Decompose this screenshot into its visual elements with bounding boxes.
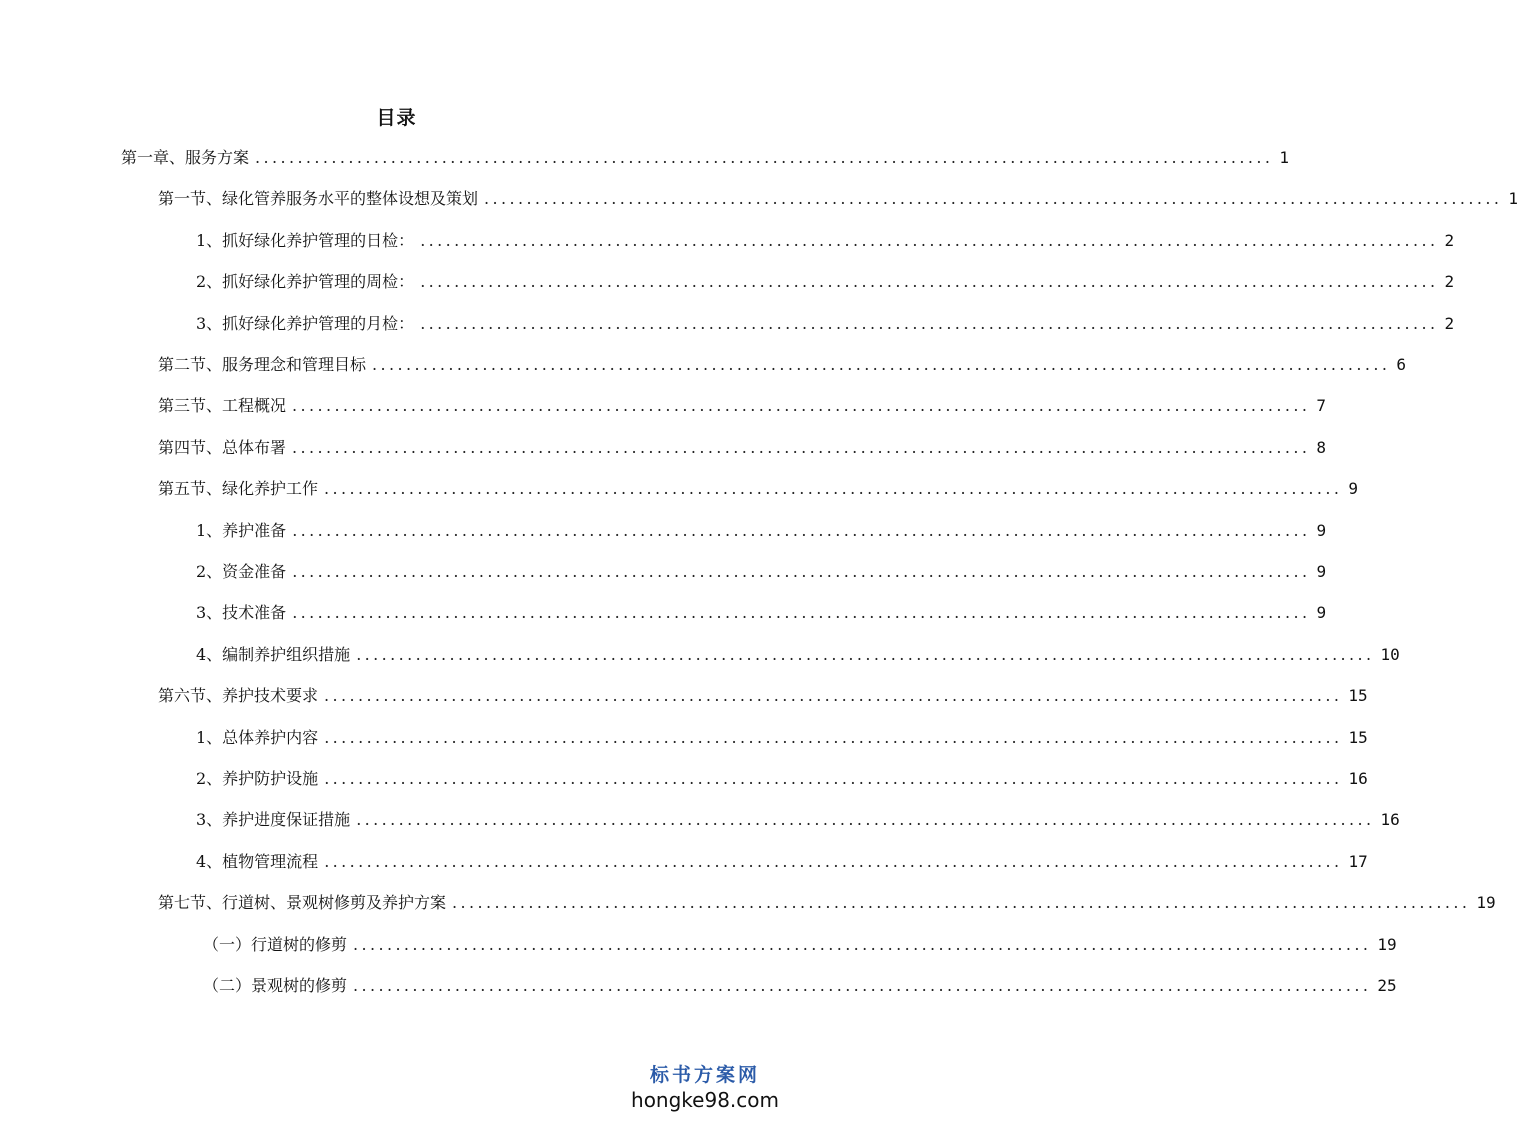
toc-leader-dots: ........................................................................................................................ <box>452 893 1471 912</box>
toc-entry-label: 第一章、服务方案 <box>121 148 250 167</box>
toc-leader-dots: ........................................................................................................................ <box>420 272 1439 291</box>
toc-entry[interactable] <box>196 313 1455 335</box>
toc-leader-dots: ........................................................................................................................ <box>356 810 1375 829</box>
toc-entry-label: 2、养护防护设施 <box>196 769 319 788</box>
toc-leader-dots: ........................................................................................................................ <box>484 189 1503 208</box>
toc-entry[interactable] <box>196 561 1327 583</box>
toc-leader-dots: ........................................................................................................................ <box>372 355 1391 374</box>
toc-entry[interactable] <box>196 768 1368 790</box>
toc-entry-page: 9 <box>1316 603 1327 622</box>
toc-entry-label: 第六节、养护技术要求 <box>158 686 319 705</box>
toc-entry-page: 15 <box>1348 686 1368 705</box>
toc-entry-page: 9 <box>1316 521 1327 540</box>
toc-leader-dots: ........................................................................................................................ <box>324 728 1343 747</box>
toc-entry-page: 2 <box>1444 272 1455 291</box>
toc-entry-label: 1、养护准备 <box>196 521 287 540</box>
watermark-url: hongke98.com <box>631 1088 779 1112</box>
toc-entry[interactable] <box>158 685 1368 707</box>
watermark-logo <box>631 1060 779 1112</box>
toc-entry-page: 17 <box>1348 852 1368 871</box>
toc-leader-dots: ........................................................................................................................ <box>324 852 1343 871</box>
toc-leader-dots: ........................................................................................................................ <box>292 603 1311 622</box>
toc-entry-label: （二）景观树的修剪 <box>203 976 348 995</box>
toc-entry[interactable] <box>203 975 1397 997</box>
toc-entry[interactable] <box>196 727 1368 749</box>
toc-entry-page: 10 <box>1380 645 1400 664</box>
toc-entry-label: （一）行道树的修剪 <box>203 935 348 954</box>
toc-entry-page: 19 <box>1377 935 1397 954</box>
toc-leader-dots: ........................................................................................................................ <box>292 438 1311 457</box>
toc-entry[interactable] <box>196 271 1455 293</box>
toc-entry-page: 6 <box>1396 355 1406 374</box>
toc-entry-page: 2 <box>1444 314 1455 333</box>
toc-entry[interactable] <box>196 602 1327 624</box>
toc-entry[interactable] <box>158 188 1518 210</box>
toc-entry-page: 7 <box>1316 396 1326 415</box>
toc-leader-dots: ........................................................................................................................ <box>420 231 1439 250</box>
toc-entry-label: 第四节、总体布署 <box>158 438 287 457</box>
toc-entry[interactable] <box>203 934 1397 956</box>
toc-entry-page: 15 <box>1348 728 1368 747</box>
toc-entry[interactable] <box>158 892 1496 914</box>
toc-entry-page: 9 <box>1316 562 1327 581</box>
toc-leader-dots: ........................................................................................................................ <box>324 686 1343 705</box>
toc-entry[interactable] <box>196 851 1368 873</box>
watermark-name: 标书方案网 <box>650 1064 761 1086</box>
toc-entry-label: 4、植物管理流程 <box>196 852 319 871</box>
toc-entry-page: 1 <box>1508 189 1518 208</box>
toc-entry[interactable] <box>196 644 1400 666</box>
toc-entry-label: 4、编制养护组织措施 <box>196 645 351 664</box>
toc-entry[interactable] <box>158 437 1326 459</box>
toc-entry-label: 1、抓好绿化养护管理的日检： <box>196 231 415 250</box>
toc-entry-page: 25 <box>1377 976 1397 995</box>
page-title: 目录 <box>376 107 417 129</box>
toc-leader-dots: ........................................................................................................................ <box>420 314 1439 333</box>
toc-entry[interactable] <box>158 354 1406 376</box>
toc-entry-page: 16 <box>1348 769 1368 788</box>
toc-entry[interactable] <box>121 147 1289 169</box>
toc-leader-dots: ........................................................................................................................ <box>292 562 1311 581</box>
toc-entry-page: 8 <box>1316 438 1326 457</box>
toc-entry-label: 3、抓好绿化养护管理的月检： <box>196 314 415 333</box>
toc-entry-label: 第二节、服务理念和管理目标 <box>158 355 367 374</box>
toc-entry[interactable] <box>158 395 1326 417</box>
toc-entry-page: 9 <box>1348 479 1358 498</box>
toc-entry[interactable] <box>196 809 1400 831</box>
toc-leader-dots: ........................................................................................................................ <box>324 769 1343 788</box>
toc-entry-label: 3、技术准备 <box>196 603 287 622</box>
toc-entry-label: 2、资金准备 <box>196 562 287 581</box>
toc-leader-dots: ........................................................................................................................ <box>353 935 1372 954</box>
toc-entry-page: 2 <box>1444 231 1455 250</box>
toc-entry-page: 1 <box>1279 148 1289 167</box>
toc-entry-page: 16 <box>1380 810 1400 829</box>
toc-entry-label: 第七节、行道树、景观树修剪及养护方案 <box>158 893 447 912</box>
toc-leader-dots: ........................................................................................................................ <box>356 645 1375 664</box>
toc-leader-dots: ........................................................................................................................ <box>324 479 1343 498</box>
toc-entry[interactable] <box>158 478 1358 500</box>
toc-leader-dots: ........................................................................................................................ <box>353 976 1372 995</box>
toc-entry[interactable] <box>196 230 1455 252</box>
toc-entry-label: 第三节、工程概况 <box>158 396 287 415</box>
toc-entry-label: 第一节、绿化管养服务水平的整体设想及策划 <box>158 189 479 208</box>
toc-entry-label: 1、总体养护内容 <box>196 728 319 747</box>
toc-leader-dots: ........................................................................................................................ <box>292 396 1311 415</box>
toc-entry[interactable] <box>196 520 1327 542</box>
toc-entry-label: 2、抓好绿化养护管理的周检： <box>196 272 415 291</box>
toc-leader-dots: ........................................................................................................................ <box>255 148 1274 167</box>
toc-entry-label: 3、养护进度保证措施 <box>196 810 351 829</box>
toc-leader-dots: ........................................................................................................................ <box>292 521 1311 540</box>
toc-entry-label: 第五节、绿化养护工作 <box>158 479 319 498</box>
toc-entry-page: 19 <box>1476 893 1496 912</box>
